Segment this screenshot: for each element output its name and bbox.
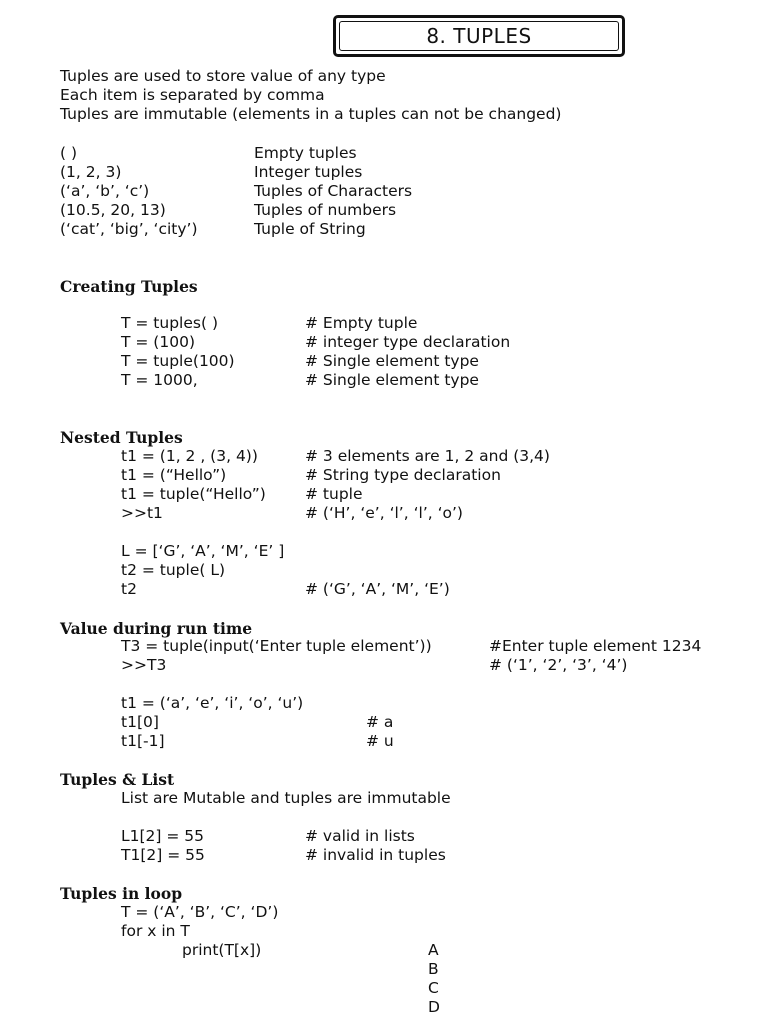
code-line: t2 <box>121 580 137 598</box>
code-line: t1 = (“Hello”) <box>121 466 227 484</box>
loop-output: A <box>428 941 439 959</box>
code-line: t1 = tuple(“Hello”) <box>121 485 266 503</box>
code-comment: # tuple <box>305 485 363 503</box>
loop-output: B <box>428 960 439 978</box>
section-heading-tuples-list: Tuples & List <box>60 770 175 789</box>
code-line: T1[2] = 55 <box>121 846 205 864</box>
code-comment: # String type declaration <box>305 466 501 484</box>
code-comment: # invalid in tuples <box>305 846 446 864</box>
example-desc: Integer tuples <box>254 163 363 181</box>
code-comment: # (‘1’, ‘2’, ‘3’, ‘4’) <box>489 656 628 674</box>
example-code: (‘a’, ‘b’, ‘c’) <box>60 182 150 200</box>
example-code: (1, 2, 3) <box>60 163 122 181</box>
code-line: >>t1 <box>121 504 163 522</box>
loop-output: C <box>428 979 439 997</box>
page-title: 8. TUPLES <box>426 23 532 48</box>
code-line: t1[-1] <box>121 732 165 750</box>
code-line: t2 = tuple( L) <box>121 561 226 579</box>
code-line: t1 = (1, 2 , (3, 4)) <box>121 447 258 465</box>
code-comment: # valid in lists <box>305 827 415 845</box>
loop-output: D <box>428 998 440 1016</box>
code-line: L = [‘G’, ‘A’, ‘M’, ‘E’ ] <box>121 542 285 560</box>
code-comment: # (‘G’, ‘A’, ‘M’, ‘E’) <box>305 580 450 598</box>
example-desc: Tuples of numbers <box>254 201 397 219</box>
example-desc: Tuple of String <box>254 220 366 238</box>
code-comment: # (‘H’, ‘e’, ‘l’, ‘l’, ‘o’) <box>305 504 463 522</box>
code-comment: # Empty tuple <box>305 314 418 332</box>
section-heading-creating: Creating Tuples <box>60 277 198 296</box>
code-comment: #Enter tuple element 1234 <box>489 637 702 655</box>
code-comment: # Single element type <box>305 371 479 389</box>
code-line: print(T[x]) <box>182 941 262 959</box>
code-line: for x in T <box>121 922 190 940</box>
intro-line: Each item is separated by comma <box>60 86 325 104</box>
code-line: T = 1000, <box>121 371 198 389</box>
code-line: T = tuples( ) <box>121 314 218 332</box>
title-box <box>333 15 625 57</box>
example-desc: Empty tuples <box>254 144 357 162</box>
section-note: List are Mutable and tuples are immutable <box>121 789 451 807</box>
code-line: >>T3 <box>121 656 167 674</box>
section-heading-nested: Nested Tuples <box>60 428 183 447</box>
code-line: T = tuple(100) <box>121 352 235 370</box>
example-code: ( ) <box>60 144 78 162</box>
code-line: t1[0] <box>121 713 159 731</box>
example-code: (‘cat’, ‘big’, ‘city’) <box>60 220 198 238</box>
intro-line: Tuples are immutable (elements in a tuples can not be changed) <box>60 105 562 123</box>
example-code: (10.5, 20, 13) <box>60 201 166 219</box>
code-line: T3 = tuple(input(‘Enter tuple element’)) <box>121 637 432 655</box>
code-comment: # Single element type <box>305 352 479 370</box>
code-comment: # u <box>366 732 394 750</box>
code-comment: # integer type declaration <box>305 333 511 351</box>
code-line: T = (100) <box>121 333 195 351</box>
code-comment: # 3 elements are 1, 2 and (3,4) <box>305 447 550 465</box>
section-heading-runtime: Value during run time <box>60 619 253 638</box>
section-heading-loop: Tuples in loop <box>60 884 183 903</box>
example-desc: Tuples of Characters <box>254 182 413 200</box>
code-comment: # a <box>366 713 394 731</box>
code-line: L1[2] = 55 <box>121 827 205 845</box>
intro-line: Tuples are used to store value of any type <box>60 67 386 85</box>
code-line: t1 = (‘a’, ‘e’, ‘i’, ‘o’, ‘u’) <box>121 694 304 712</box>
code-line: T = (‘A’, ‘B’, ‘C’, ‘D’) <box>121 903 279 921</box>
